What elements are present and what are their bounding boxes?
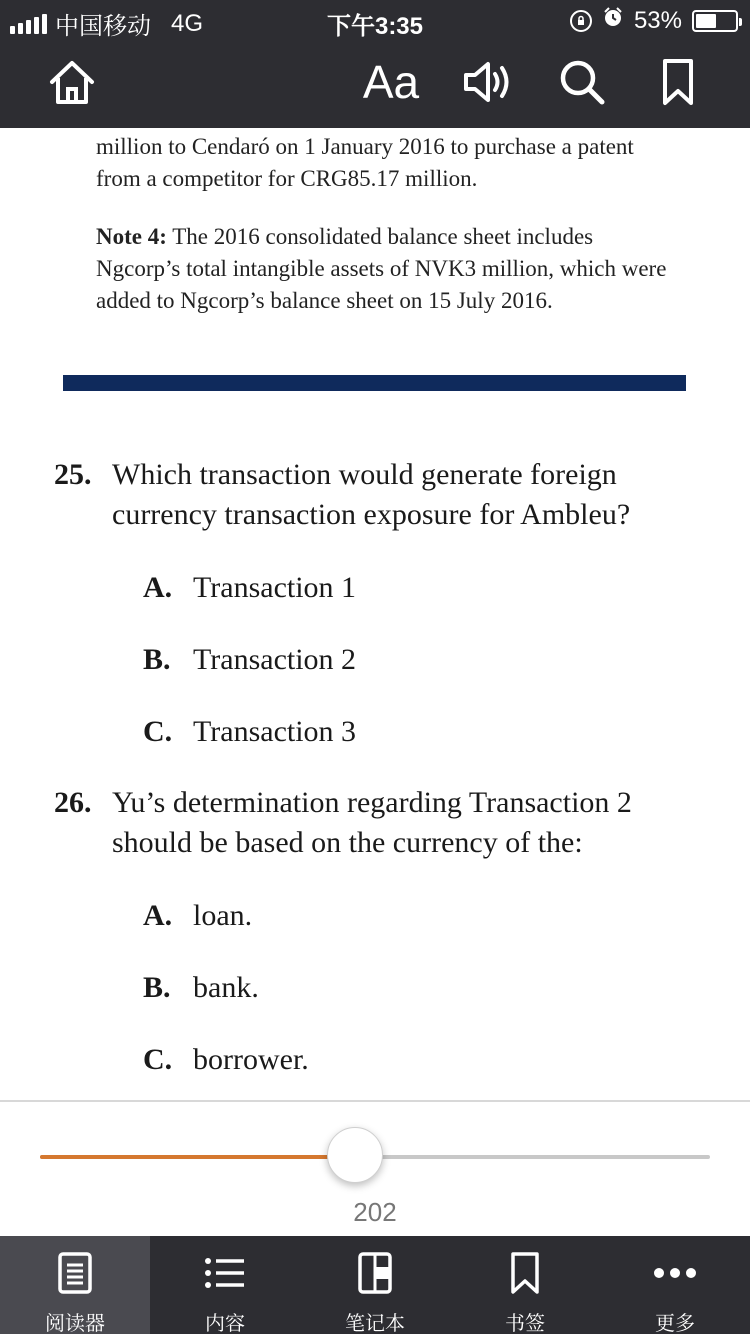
option-letter: B. <box>143 971 171 1004</box>
note-paragraph <box>96 221 676 317</box>
question-number: 25. <box>54 458 92 491</box>
tab-label: 更多 <box>655 1311 695 1334</box>
status-right <box>570 6 738 35</box>
note-text: The 2016 consolidated balance sheet includes Ngcorp’s total intangible assets of NVK3 million, which were added to Ngcorp’s balance sheet on 15 July 2016. <box>96 224 667 313</box>
question-25-option-c <box>143 712 356 752</box>
option-letter: A. <box>143 571 173 604</box>
tab-contents[interactable] <box>150 1236 300 1334</box>
note-label: Note 4: <box>96 224 167 249</box>
question-26-option-c <box>143 1040 309 1080</box>
document-icon <box>0 1250 150 1296</box>
top-bar <box>0 0 750 128</box>
question-26-option-b <box>143 968 259 1008</box>
tab-label: 内容 <box>205 1311 245 1334</box>
reader-page[interactable] <box>0 128 750 1098</box>
option-text: borrower. <box>193 1043 309 1076</box>
speaker-icon[interactable] <box>458 52 518 112</box>
question-25-option-b <box>143 640 356 680</box>
option-letter: B. <box>143 643 171 676</box>
option-text: loan. <box>193 899 253 932</box>
notebook-icon <box>300 1250 450 1296</box>
page-number: 202 <box>353 1197 397 1227</box>
option-text: bank. <box>193 971 259 1004</box>
search-icon[interactable] <box>554 52 610 112</box>
tab-label: 阅读器 <box>45 1311 105 1334</box>
passage-paragraph: million to Cendaró on 1 January 2016 to purchase a patent from a competitor for CRG85.17 million. <box>96 134 634 191</box>
page-slider-thumb[interactable] <box>327 1127 383 1183</box>
alarm-icon <box>602 6 624 35</box>
tab-label: 笔记本 <box>345 1311 405 1334</box>
question-26-option-a <box>143 896 252 936</box>
status-bar <box>0 0 750 40</box>
option-text: Transaction 2 <box>193 643 357 676</box>
question-stem: Yu’s determination regarding Transaction 2 should be based on the currency of the: <box>112 786 632 859</box>
font-size-button[interactable]: Aa <box>362 56 420 108</box>
battery-level <box>696 14 716 28</box>
page-slider-panel <box>0 1100 750 1236</box>
bookmark-icon <box>450 1250 600 1296</box>
status-time: 下午3:35 <box>326 13 424 40</box>
tab-bookmarks[interactable] <box>450 1236 600 1334</box>
option-letter: C. <box>143 715 173 748</box>
carrier-name: 中国移动 <box>55 13 151 40</box>
option-letter: C. <box>143 1043 173 1076</box>
more-icon <box>600 1250 750 1296</box>
battery-icon <box>692 10 738 32</box>
list-icon <box>150 1250 300 1296</box>
tab-reader[interactable] <box>0 1236 150 1334</box>
tab-more[interactable] <box>600 1236 750 1334</box>
battery-percent: 53% <box>633 6 682 34</box>
bottom-tab-bar <box>0 1236 750 1334</box>
option-text: Transaction 1 <box>193 571 357 604</box>
question-stem: Which transaction would generate foreign currency transaction exposure for Ambleu? <box>112 458 631 531</box>
question-25-option-a <box>143 568 356 608</box>
bookmark-icon[interactable] <box>656 52 700 112</box>
option-text: Transaction 3 <box>193 715 357 748</box>
tab-notebook[interactable] <box>300 1236 450 1334</box>
network-type: 4G <box>171 9 204 37</box>
orientation-lock-icon <box>570 10 592 32</box>
home-icon[interactable] <box>44 52 100 112</box>
page-slider-fill <box>40 1155 355 1159</box>
tab-label: 书签 <box>505 1311 545 1334</box>
question-number: 26. <box>54 786 92 819</box>
option-letter: A. <box>143 899 173 932</box>
section-divider <box>63 375 686 391</box>
